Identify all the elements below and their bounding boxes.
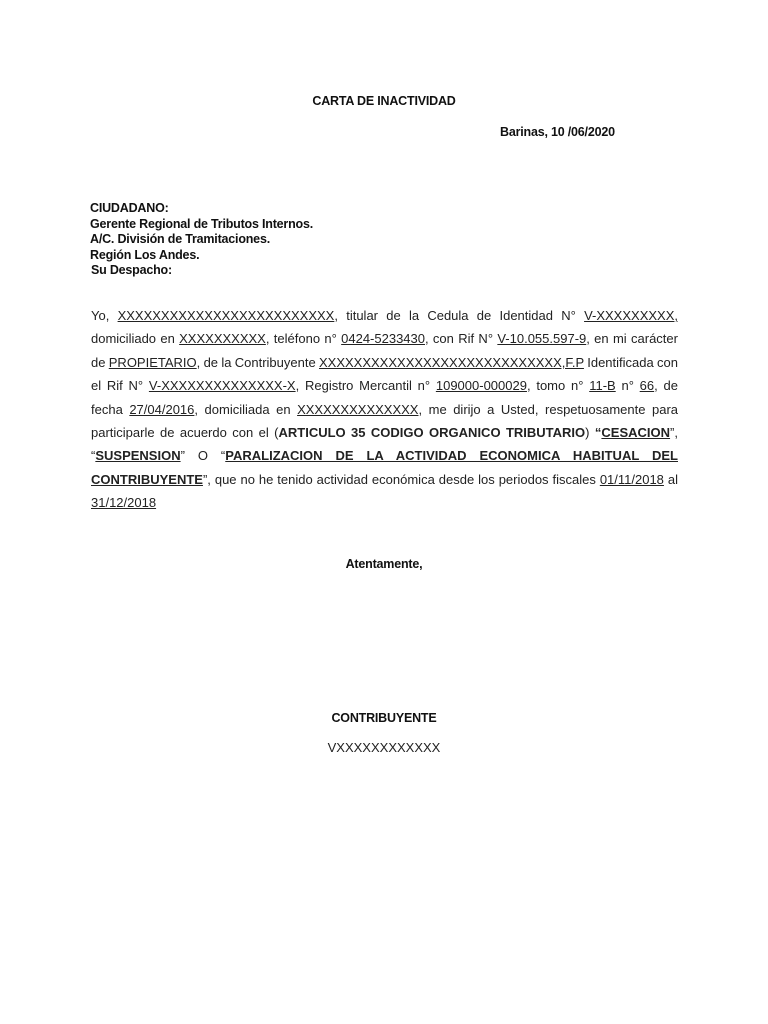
body-text: , domiciliada en [194, 401, 298, 417]
body-text: , me dirijo a Usted, respetuosamente para participarle de acuerdo con el ( [91, 401, 678, 441]
applicant-role: PROPIETARIO [108, 354, 197, 370]
applicant-name: XXXXXXXXXXXXXXXXXXXXXXXXX [117, 308, 335, 323]
paralizacion-term: PARALIZACION DE LA ACTIVIDAD ECONOMICA HABITUAL DEL CONTRIBUYENTE [91, 448, 678, 487]
cesacion-term: CESACION [601, 425, 671, 441]
applicant-cedula: V-XXXXXXXXX, [584, 308, 678, 323]
period-start: 01/11/2018 [599, 471, 664, 487]
body-text: , con Rif N° [425, 331, 498, 347]
letter-body [91, 304, 678, 515]
company-address: XXXXXXXXXXXXXX [297, 401, 419, 417]
period-end: 31/12/2018 [91, 495, 157, 511]
recipient-attention: A/C. División de Tramitaciones. [90, 232, 270, 247]
suspension-term: SUSPENSION [95, 448, 181, 464]
body-text: , titular de la Cedula de Identidad N° [334, 308, 585, 323]
recipient-dispatch: Su Despacho: [91, 263, 172, 278]
body-text: , tomo n° [526, 378, 590, 394]
body-text: n° [615, 378, 640, 394]
recipient-title: Gerente Regional de Tributos Internos. [90, 216, 313, 231]
registry-number: 109000-000029 [435, 378, 527, 394]
body-text: domiciliado en [91, 331, 180, 347]
body-text: Yo, [91, 308, 118, 323]
applicant-rif: V-10.055.597-9 [497, 331, 587, 347]
body-text: Identificada con el Rif N° [91, 354, 678, 394]
applicant-domicile: XXXXXXXXXX [179, 331, 266, 347]
body-text: ” O “ [180, 448, 226, 464]
body-text: ”, que no he tenido actividad económica desde los periodos fiscales [202, 471, 600, 487]
body-text: , teléfono n° [265, 331, 342, 347]
letter-date: Barinas, 10 /06/2020 [500, 125, 615, 139]
recipient-salutation: CIUDADANO: [90, 201, 169, 215]
company-rif: V-XXXXXXXXXXXXXX-X [148, 378, 296, 394]
registry-tomo: 11-B [589, 378, 616, 394]
signature-name: VXXXXXXXXXXXX [327, 740, 441, 755]
body-text: , de la Contribuyente [196, 354, 319, 370]
registry-numero: 66 [639, 378, 655, 394]
body-text: al [663, 471, 678, 487]
body-text: , en mi carácter de [91, 331, 678, 370]
legal-article: ARTICULO 35 CODIGO ORGANICO TRIBUTARIO [278, 425, 586, 441]
body-text: , Registro Mercantil n° [295, 378, 436, 394]
closing-salutation: Atentamente, [345, 557, 423, 571]
body-text: ) [585, 425, 595, 441]
body-text: , de fecha [91, 378, 678, 417]
signature-label: CONTRIBUYENTE [331, 711, 437, 725]
company-name: XXXXXXXXXXXXXXXXXXXXXXXXXXXX,F.P [318, 354, 584, 370]
registry-date: 27/04/2016 [129, 401, 195, 417]
recipient-block [90, 201, 313, 279]
letter-title: CARTA DE INACTIVIDAD [312, 94, 456, 108]
quote-mark: “ [594, 425, 602, 441]
recipient-region: Región Los Andes. [90, 247, 200, 262]
applicant-phone: 0424-5233430 [341, 331, 425, 347]
body-text: ”, “ [91, 425, 678, 464]
